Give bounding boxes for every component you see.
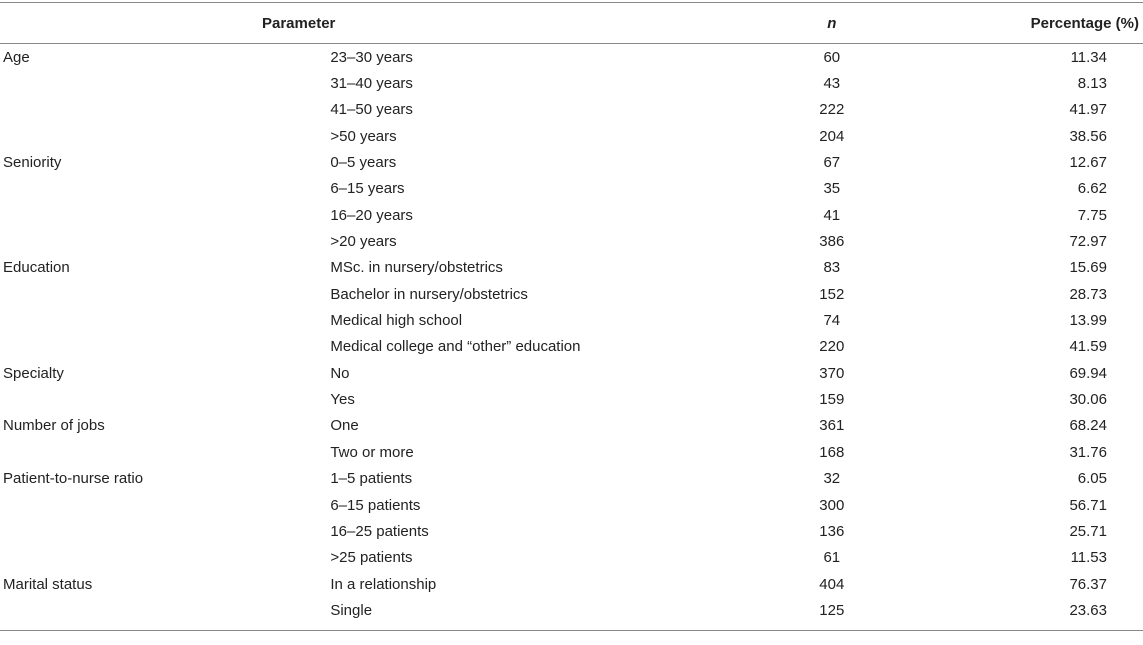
cell-category: 31–40 years — [330, 75, 413, 93]
cell-category: 16–20 years — [330, 206, 413, 224]
table-row — [0, 518, 1143, 544]
data-table-container — [0, 2, 1143, 631]
table-header — [0, 3, 1143, 44]
cell-percentage: 6.62 — [1077, 180, 1107, 198]
table-row — [0, 97, 1143, 123]
cell-n: 204 — [819, 127, 845, 145]
table-row — [0, 176, 1143, 202]
table-row — [0, 307, 1143, 333]
cell-percentage: 28.73 — [1069, 285, 1107, 303]
cell-percentage: 30.06 — [1069, 391, 1107, 409]
table-body — [0, 44, 1143, 631]
cell-group — [0, 386, 330, 412]
cell-n: 370 — [819, 364, 845, 382]
table-row — [0, 571, 1143, 597]
cell-n: 125 — [721, 597, 942, 630]
cell-category: Medical college and “other” education — [330, 338, 581, 356]
table-row — [0, 44, 1143, 71]
cell-percentage: 13.99 — [1069, 312, 1107, 330]
cell-group — [0, 545, 330, 571]
cell-group — [0, 228, 330, 254]
table-row — [0, 386, 1143, 412]
cell-category: >50 years — [330, 127, 397, 145]
cell-category: 23–30 years — [330, 48, 413, 66]
cell-category: Bachelor in nursery/obstetrics — [330, 285, 528, 303]
cell-percentage: 68.24 — [1069, 417, 1107, 435]
table-row — [0, 492, 1143, 518]
cell-group — [0, 492, 330, 518]
cell-category: 16–25 patients — [330, 522, 429, 540]
cell-category: 6–15 years — [330, 180, 405, 198]
cell-category: No — [330, 364, 350, 382]
cell-group — [0, 97, 330, 123]
cell-n: 83 — [823, 259, 841, 277]
cell-group: Seniority — [3, 154, 62, 172]
header-n — [721, 3, 942, 44]
cell-percentage: 7.75 — [1077, 206, 1107, 224]
cell-n: 152 — [819, 285, 845, 303]
table-row — [0, 228, 1143, 254]
cell-n: 32 — [823, 470, 841, 488]
table-row — [0, 334, 1143, 360]
cell-category: 1–5 patients — [330, 470, 413, 488]
cell-group: Specialty — [3, 364, 64, 382]
cell-category: 0–5 years — [330, 154, 397, 172]
cell-percentage: 8.13 — [1077, 75, 1107, 93]
table-row — [0, 597, 1143, 630]
cell-category: Two or more — [330, 443, 414, 461]
cell-category: >20 years — [330, 233, 397, 251]
cell-group — [0, 123, 330, 149]
cell-percentage: 41.59 — [1069, 338, 1107, 356]
cell-group: Patient-to-nurse ratio — [3, 470, 144, 488]
cell-group — [0, 334, 330, 360]
cell-n: 386 — [819, 233, 845, 251]
cell-category: Yes — [330, 391, 355, 409]
cell-percentage: 15.69 — [1069, 259, 1107, 277]
cell-percentage: 11.34 — [1070, 48, 1107, 66]
cell-group: Marital status — [3, 575, 93, 593]
cell-percentage: 6.05 — [1077, 470, 1107, 488]
cell-n: 74 — [823, 312, 841, 330]
table-row — [0, 466, 1143, 492]
table-row — [0, 281, 1143, 307]
cell-n: 60 — [823, 48, 841, 66]
cell-percentage: 23.63 — [942, 597, 1143, 630]
table-row — [0, 123, 1143, 149]
demographics-table — [0, 2, 1143, 631]
cell-n: 168 — [819, 443, 845, 461]
cell-group — [0, 70, 330, 96]
header-percentage: Percentage (%) — [942, 3, 1143, 44]
cell-percentage: 25.71 — [1069, 522, 1107, 540]
cell-n: 43 — [823, 75, 841, 93]
header-row — [0, 3, 1143, 44]
cell-n: 220 — [819, 338, 845, 356]
cell-n: 35 — [823, 180, 841, 198]
cell-group: Education — [3, 259, 70, 277]
cell-group — [0, 439, 330, 465]
table-row — [0, 202, 1143, 228]
cell-group — [0, 281, 330, 307]
cell-group: Age — [3, 48, 30, 66]
cell-n: 136 — [819, 522, 845, 540]
table-row — [0, 70, 1143, 96]
cell-category: >25 patients — [330, 549, 413, 567]
header-parameter: Parameter — [0, 3, 721, 44]
cell-category: MSc. in nursery/obstetrics — [330, 259, 503, 277]
cell-n: 41 — [823, 206, 841, 224]
header-n-label: n — [827, 14, 837, 32]
table-row — [0, 545, 1143, 571]
cell-n: 159 — [819, 391, 845, 409]
cell-group — [0, 597, 330, 630]
cell-n: 222 — [819, 101, 845, 119]
cell-percentage: 69.94 — [1069, 364, 1107, 382]
cell-percentage: 76.37 — [1069, 575, 1107, 593]
cell-category: 6–15 patients — [330, 496, 421, 514]
table-row — [0, 439, 1143, 465]
cell-n: 361 — [819, 417, 845, 435]
cell-category: Single — [330, 597, 721, 630]
table-row — [0, 360, 1143, 386]
cell-percentage: 41.97 — [1069, 101, 1107, 119]
cell-group — [0, 176, 330, 202]
cell-category: Medical high school — [330, 312, 463, 330]
cell-percentage: 56.71 — [1069, 496, 1107, 514]
cell-percentage: 11.53 — [1070, 549, 1107, 567]
cell-percentage: 38.56 — [1069, 127, 1107, 145]
cell-n: 300 — [819, 496, 845, 514]
table-row — [0, 149, 1143, 175]
cell-percentage: 31.76 — [1069, 443, 1107, 461]
cell-n: 61 — [823, 549, 841, 567]
cell-n: 67 — [823, 154, 841, 172]
cell-group — [0, 518, 330, 544]
cell-percentage: 12.67 — [1069, 154, 1107, 172]
cell-group — [0, 202, 330, 228]
table-row — [0, 255, 1143, 281]
cell-group: Number of jobs — [3, 417, 105, 435]
cell-n: 404 — [819, 575, 845, 593]
cell-percentage: 72.97 — [1069, 233, 1107, 251]
cell-category: 41–50 years — [330, 101, 413, 119]
cell-category: In a relationship — [330, 575, 437, 593]
cell-group — [0, 307, 330, 333]
cell-category: One — [330, 417, 359, 435]
table-row — [0, 413, 1143, 439]
